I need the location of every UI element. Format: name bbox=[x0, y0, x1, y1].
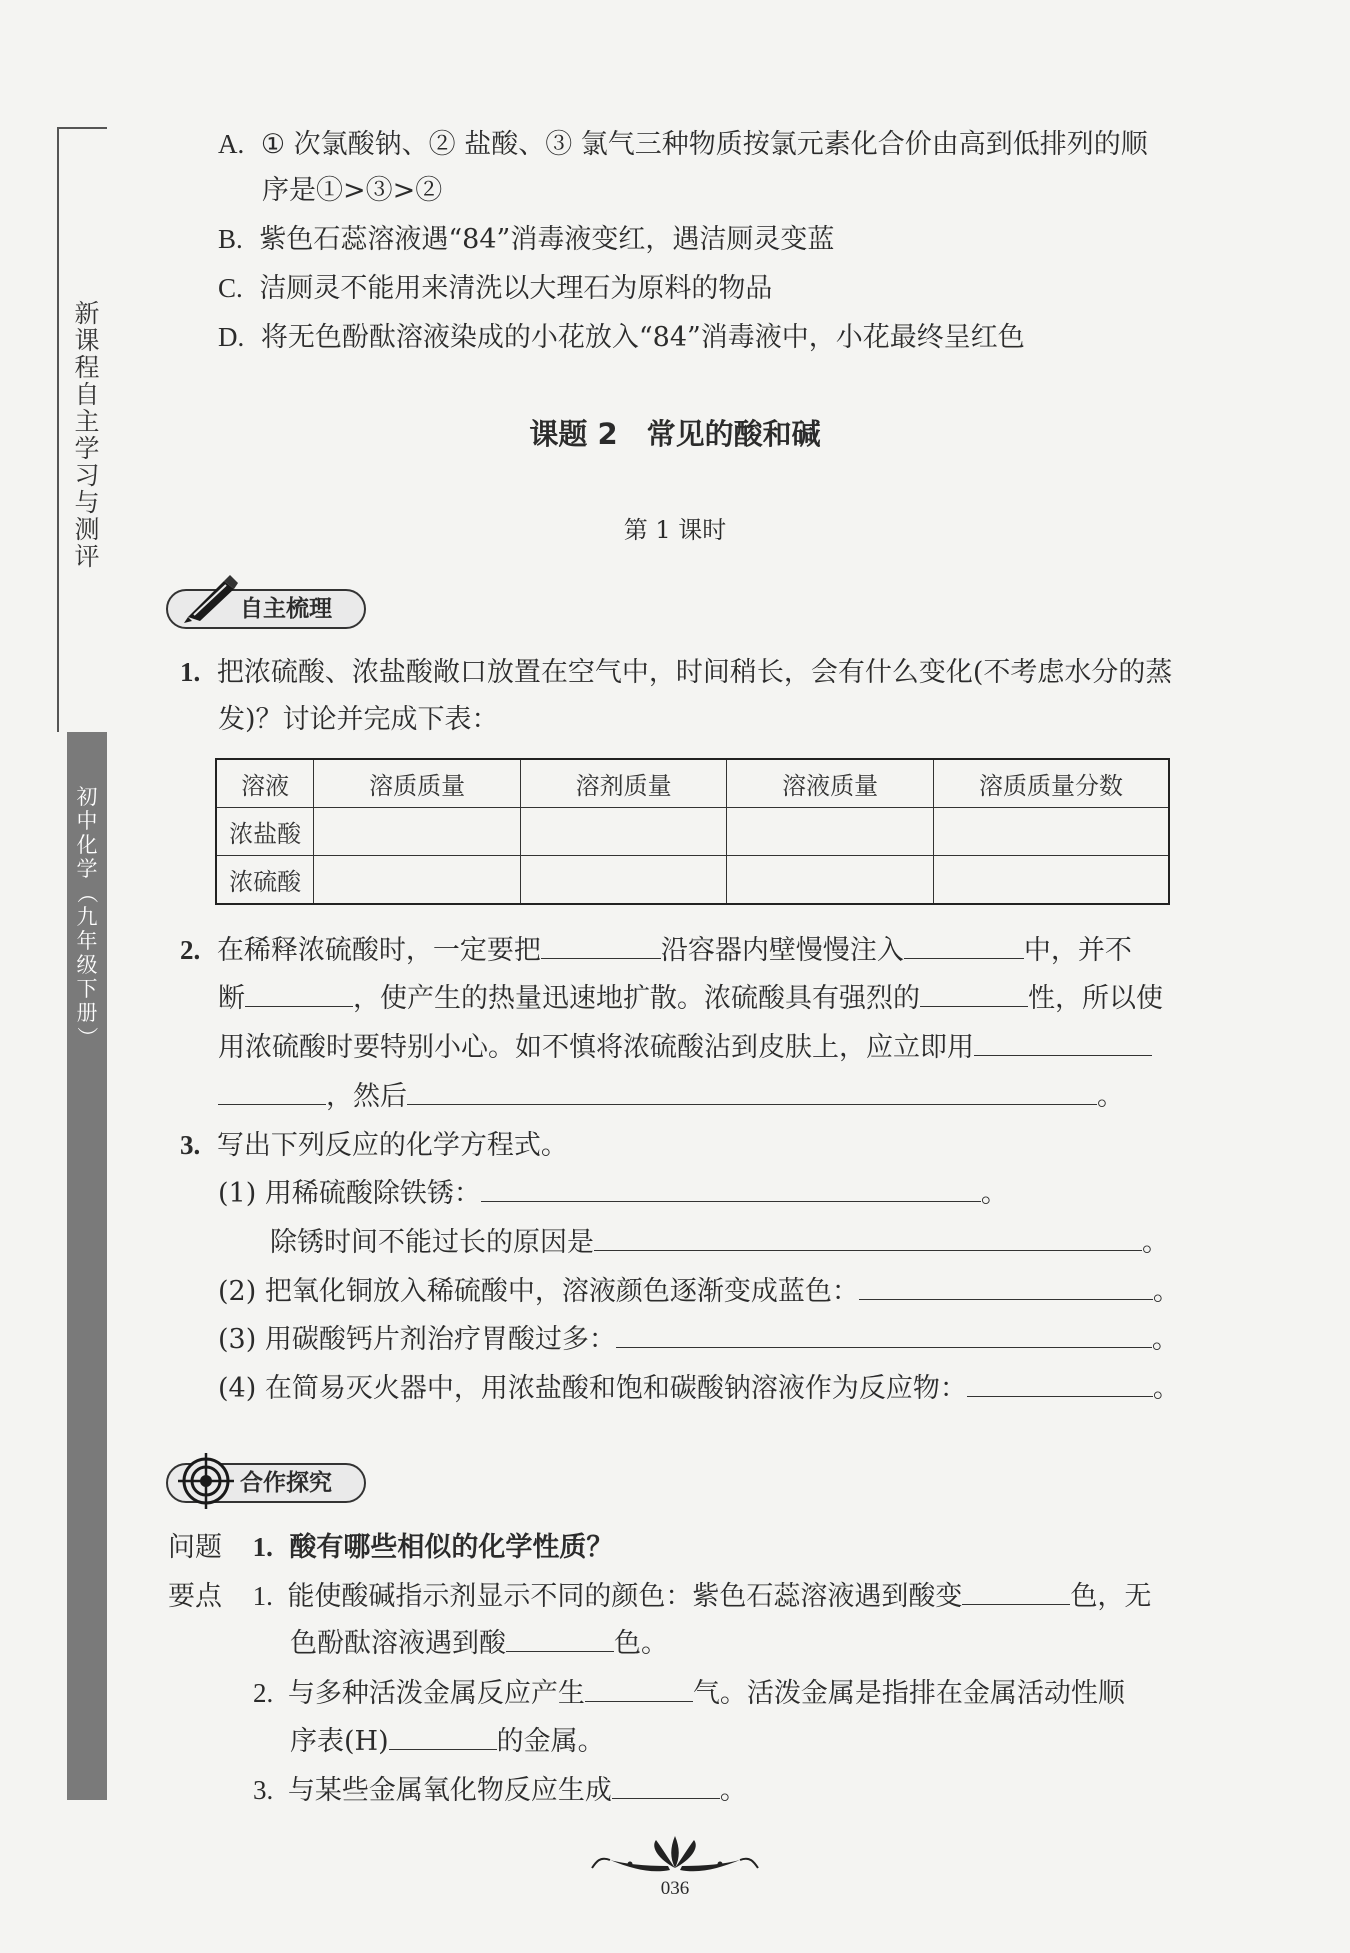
mass-change-table bbox=[215, 758, 1170, 905]
answer-blank[interactable] bbox=[541, 932, 661, 959]
table-cell: 浓盐酸 bbox=[216, 808, 314, 856]
floral-ornament-icon bbox=[590, 1830, 760, 1878]
question-2-line4 bbox=[218, 1077, 1124, 1117]
answer-blank[interactable] bbox=[962, 1578, 1070, 1605]
question-2-text: 中，并不 bbox=[1023, 935, 1132, 966]
point-text: 的金属。 bbox=[496, 1726, 605, 1757]
section-cooperative-badge bbox=[166, 1463, 366, 1503]
table-cell[interactable] bbox=[727, 856, 934, 905]
question-2-text: 用浓硫酸时要特别小心。如不慎将浓硫酸沾到皮肤上，应立即用 bbox=[218, 1032, 974, 1063]
table-header-cell: 溶质质量 bbox=[314, 759, 521, 808]
table-header-row bbox=[216, 759, 1169, 808]
target-icon bbox=[178, 1453, 234, 1509]
answer-blank[interactable] bbox=[218, 1078, 326, 1105]
item-tag: (1) bbox=[218, 1178, 257, 1209]
lesson-subtitle: 第 1 课时 bbox=[623, 516, 727, 544]
option-c-text: 洁厕灵不能用来清洗以大理石为原料的物品 bbox=[259, 273, 773, 304]
point-text: 与多种活泼金属反应产生 bbox=[287, 1678, 585, 1709]
question-1 bbox=[180, 652, 1172, 693]
table-cell[interactable] bbox=[727, 808, 934, 856]
answer-blank[interactable] bbox=[585, 1675, 693, 1702]
answer-blank[interactable] bbox=[612, 1772, 720, 1799]
point-2-line1 bbox=[253, 1673, 1125, 1714]
answer-blank[interactable] bbox=[594, 1224, 1142, 1251]
answer-blank[interactable] bbox=[481, 1175, 981, 1202]
section-self-study-label: 自主梳理 bbox=[240, 596, 332, 622]
point-text: 色酚酞溶液遇到酸 bbox=[290, 1628, 506, 1659]
item-end: 。 bbox=[1152, 1276, 1180, 1307]
book-label bbox=[67, 785, 107, 1049]
point-text: 与某些金属氧化物反应生成 bbox=[287, 1775, 612, 1806]
item-text: 用碳酸钙片剂治疗胃酸过多： bbox=[264, 1324, 616, 1355]
pen-icon bbox=[180, 575, 240, 625]
question-1-text: 把浓硫酸、浓盐酸敞口放置在空气中，时间稍长，会有什么变化(不考虑水分的蒸 bbox=[216, 657, 1173, 688]
question-2-text: 性，所以使 bbox=[1028, 983, 1163, 1014]
option-d-letter: D. bbox=[218, 322, 245, 352]
question-3-item-1-reason bbox=[270, 1223, 1169, 1263]
point-number: 1. bbox=[252, 1581, 273, 1611]
table-header-cell: 溶液质量 bbox=[727, 759, 934, 808]
point-text: 。 bbox=[719, 1775, 747, 1806]
question-3-text: 写出下列反应的化学方程式。 bbox=[216, 1130, 568, 1161]
lesson-title: 课题 2 常见的酸和碱 bbox=[529, 417, 821, 451]
answer-blank[interactable] bbox=[506, 1625, 614, 1652]
table-cell[interactable] bbox=[520, 856, 727, 905]
table-cell: 浓硫酸 bbox=[216, 856, 314, 905]
points-tag: 要点 bbox=[168, 1581, 222, 1612]
point-number: 3. bbox=[253, 1775, 274, 1805]
point-text: 序表(H) bbox=[290, 1726, 389, 1757]
item-end: 。 bbox=[1151, 1324, 1179, 1355]
option-b bbox=[218, 219, 834, 260]
table-cell[interactable] bbox=[933, 808, 1169, 856]
point-1-line2 bbox=[290, 1624, 668, 1664]
point-text: 色，无 bbox=[1070, 1581, 1152, 1612]
answer-blank[interactable] bbox=[245, 980, 353, 1007]
section-self-study-badge bbox=[166, 589, 366, 629]
point-number: 2. bbox=[253, 1678, 274, 1708]
problem-text: 酸有哪些相似的化学性质？ bbox=[289, 1532, 614, 1563]
answer-blank[interactable] bbox=[389, 1723, 497, 1750]
point-text: 能使酸碱指示剂显示不同的颜色：紫色石蕊溶液遇到酸变 bbox=[287, 1581, 963, 1612]
problem-tag: 问题 bbox=[168, 1532, 222, 1563]
item-text: 用稀硫酸除铁锈： bbox=[264, 1178, 481, 1209]
answer-blank[interactable] bbox=[407, 1078, 1097, 1105]
question-2-number: 2. bbox=[180, 935, 201, 965]
item-text: 除锈时间不能过长的原因是 bbox=[270, 1227, 594, 1258]
question-2-line3 bbox=[218, 1028, 1152, 1068]
question-3-number: 3. bbox=[180, 1130, 201, 1160]
question-2-text: ，然后 bbox=[326, 1081, 407, 1112]
book-label-paren-open: （ bbox=[75, 882, 99, 904]
question-3-item-2 bbox=[218, 1272, 1180, 1312]
item-text: 在简易灭火器中，用浓盐酸和饱和碳酸钠溶液作为反应物： bbox=[264, 1373, 967, 1404]
option-b-text: 紫色石蕊溶液遇“84”消毒液变红，遇洁厕灵变蓝 bbox=[259, 224, 835, 255]
question-3 bbox=[180, 1125, 568, 1166]
item-tag: (4) bbox=[218, 1373, 257, 1404]
question-1-line2: 发)？讨论并完成下表： bbox=[218, 704, 499, 735]
question-3-item-1 bbox=[218, 1174, 1008, 1214]
table-row bbox=[216, 856, 1169, 905]
option-a-text: ① 次氯酸钠、② 盐酸、③ 氯气三种物质按氯元素化合价由高到低排列的顺 bbox=[260, 129, 1148, 160]
point-1-line1 bbox=[168, 1576, 1151, 1617]
option-d bbox=[218, 317, 1025, 358]
answer-blank[interactable] bbox=[859, 1273, 1153, 1300]
option-d-text: 将无色酚酞溶液染成的小花放入“84”消毒液中，小花最终呈红色 bbox=[260, 322, 1025, 353]
answer-blank[interactable] bbox=[920, 980, 1028, 1007]
table-header-cell: 溶液 bbox=[216, 759, 314, 808]
question-2-text: 在稀释浓硫酸时，一定要把 bbox=[216, 935, 541, 966]
question-2-text: 沿容器内壁慢慢注入 bbox=[660, 935, 904, 966]
table-cell[interactable] bbox=[314, 856, 521, 905]
point-text: 气。活泼金属是指排在金属活动性顺 bbox=[692, 1678, 1125, 1709]
point-3 bbox=[253, 1770, 747, 1811]
item-tag: (2) bbox=[218, 1276, 257, 1307]
point-2-line2 bbox=[290, 1722, 605, 1762]
item-text: 把氧化铜放入稀硫酸中，溶液颜色逐渐变成蓝色： bbox=[264, 1276, 859, 1307]
answer-blank[interactable] bbox=[904, 932, 1024, 959]
table-row bbox=[216, 808, 1169, 856]
option-a-line2: 序是①>③>② bbox=[262, 175, 443, 206]
point-text: 色。 bbox=[614, 1628, 668, 1659]
table-cell[interactable] bbox=[520, 808, 727, 856]
item-end: 。 bbox=[980, 1178, 1008, 1209]
problem-number: 1. bbox=[252, 1532, 273, 1562]
option-b-letter: B. bbox=[218, 224, 243, 254]
question-3-item-4 bbox=[218, 1369, 1180, 1409]
question-2-text: 断 bbox=[218, 983, 245, 1014]
question-2-text: 。 bbox=[1097, 1081, 1124, 1112]
question-2-line1 bbox=[180, 930, 1132, 971]
spine-top-rule bbox=[57, 127, 107, 129]
option-c bbox=[218, 268, 772, 309]
option-c-letter: C. bbox=[218, 273, 243, 303]
answer-blank[interactable] bbox=[974, 1029, 1152, 1056]
page-number: 036 bbox=[660, 1878, 690, 1899]
book-label-paren-close: ） bbox=[75, 1026, 99, 1048]
answer-blank[interactable] bbox=[616, 1321, 1152, 1348]
item-end: 。 bbox=[1142, 1227, 1169, 1258]
answer-blank[interactable] bbox=[967, 1370, 1153, 1397]
series-title-text: 新课程自主学习与测评 bbox=[74, 299, 100, 571]
book-label-subject: 初中化学 bbox=[76, 785, 98, 881]
book-label-grade: 九年级下册 bbox=[76, 905, 98, 1025]
question-1-number: 1. bbox=[180, 657, 201, 687]
table-cell[interactable] bbox=[314, 808, 521, 856]
option-a-letter: A. bbox=[218, 129, 245, 159]
section-cooperative-label: 合作探究 bbox=[240, 1470, 332, 1496]
question-3-item-3 bbox=[218, 1320, 1179, 1360]
question-2-line2 bbox=[218, 979, 1163, 1019]
item-tag: (3) bbox=[218, 1324, 257, 1355]
question-2-text: ，使产生的热量迅速地扩散。浓硫酸具有强烈的 bbox=[353, 983, 920, 1014]
table-cell[interactable] bbox=[933, 856, 1169, 905]
option-a bbox=[218, 124, 1148, 165]
problem-1 bbox=[168, 1527, 613, 1568]
table-header-cell: 溶质质量分数 bbox=[933, 759, 1169, 808]
table-header-cell: 溶剂质量 bbox=[520, 759, 727, 808]
item-end: 。 bbox=[1152, 1373, 1180, 1404]
